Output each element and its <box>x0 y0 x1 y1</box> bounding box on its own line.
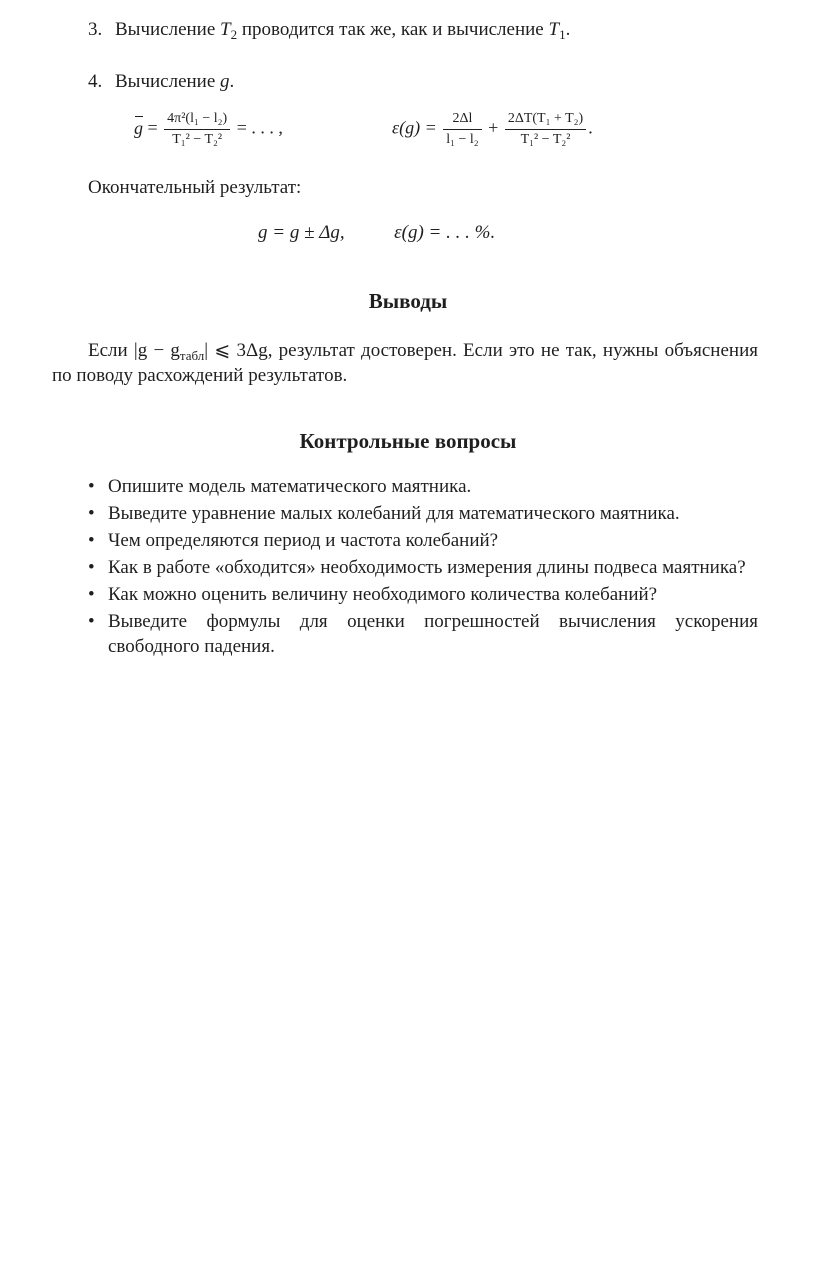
fraction-denominator: T₁² − T₂² <box>172 132 223 147</box>
item-number: 4. <box>88 71 103 92</box>
formula-error-g <box>392 110 593 149</box>
math-eq: = <box>147 117 158 138</box>
bullet: • <box>88 476 95 497</box>
section-title-conclusions: Выводы <box>368 289 448 313</box>
question-text: Как можно оценить величину необходимого количества колебаний? <box>108 584 658 605</box>
list-item-3 <box>88 18 788 42</box>
fraction <box>505 110 586 149</box>
item-text: проводится так же, как и вычисление <box>241 19 544 40</box>
item-number: 3. <box>88 19 103 40</box>
final-result-label: Окончательный результат: <box>88 177 302 198</box>
question-text: Как в работе «обходится» необходимость измерения длины подвеса маятника? <box>108 557 746 578</box>
conclusions-paragraph <box>52 338 758 388</box>
fraction-numerator: 4π²(l₁ − l₂) <box>164 110 230 130</box>
fraction-denominator: T₁² − T₂² <box>520 132 571 147</box>
question-text: Чем определяются период и частота колебаний? <box>108 530 499 551</box>
math-var: T <box>220 19 231 40</box>
math-plus: + <box>488 117 499 138</box>
formula-g-mean <box>134 110 283 149</box>
section-title-questions: Контрольные вопросы <box>299 429 517 453</box>
question-text: Выведите формулы для оценки погрешностей вычисления ускорения свободного падения. <box>108 611 758 657</box>
list-item <box>88 528 758 553</box>
list-item-4 <box>88 70 788 94</box>
bullet: • <box>88 584 95 605</box>
list-item <box>88 474 758 499</box>
math-end: . <box>588 117 593 138</box>
questions-list <box>88 474 758 661</box>
item-text: . <box>565 19 571 40</box>
math-var: T <box>548 19 560 40</box>
fraction-denominator: l₁ − l₂ <box>446 132 479 147</box>
bullet: • <box>88 557 95 578</box>
item-text: . <box>229 71 235 92</box>
bullet: • <box>88 530 95 551</box>
final-formula-left: g = g ± Δg, <box>258 222 345 243</box>
final-formula-right: ε(g) = . . . %. <box>394 222 496 243</box>
list-item <box>88 582 758 607</box>
math-tail: = . . . , <box>236 117 283 138</box>
conclusions-text: | ⩽ 3Δg, результат достоверен. Если это не так, нужны объяснения по поводу расхождений результатов. <box>52 340 758 386</box>
conclusions-text: Если |g − g <box>88 340 180 361</box>
item-text: Вычисление <box>115 19 216 40</box>
question-text: Опишите модель математического маятника. <box>108 476 472 497</box>
fraction-numerator: 2Δl <box>443 110 481 130</box>
math-lhs: ε(g) = <box>392 117 437 138</box>
math-sub: 1 <box>559 27 566 42</box>
bullet: • <box>88 503 95 524</box>
math-var: g <box>220 71 230 92</box>
fraction <box>164 110 230 149</box>
fraction-numerator: 2ΔT(T₁ + T₂) <box>505 110 586 130</box>
list-item <box>88 501 758 526</box>
list-item <box>88 555 758 580</box>
math-sub: табл <box>179 348 205 363</box>
bullet: • <box>88 611 95 632</box>
fraction <box>443 110 481 149</box>
list-item <box>88 609 758 659</box>
math-var: g <box>134 117 143 138</box>
question-text: Выведите уравнение малых колебаний для математического маятника. <box>108 503 680 524</box>
math-sub: 2 <box>230 27 238 42</box>
item-text: Вычисление <box>115 71 216 92</box>
final-formula <box>258 222 495 244</box>
